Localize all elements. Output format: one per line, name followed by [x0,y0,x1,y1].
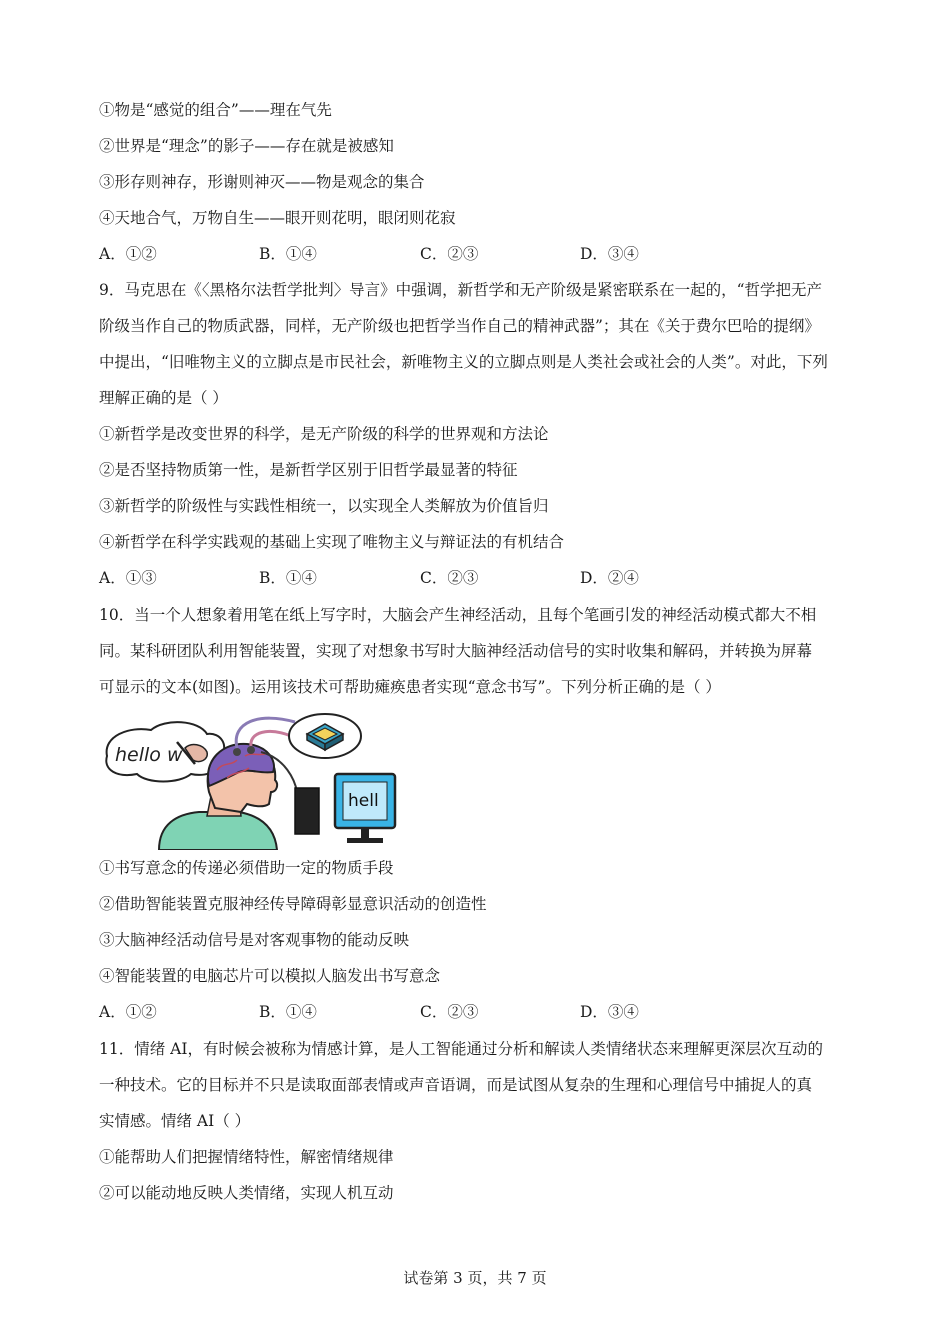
monitor-icon [335,774,395,843]
q11-item-2: ②可以能动地反映人类情绪，实现人机互动 [99,1184,394,1202]
q8-item-2: ②世界是“理念”的影子——存在就是被感知 [99,137,394,155]
q8-item-4: ④天地合气，万物自生——眼开则花明，眼闭则花寂 [99,209,456,227]
q9-stem-line-3: 中提出，“旧唯物主义的立脚点是市民社会，新唯物主义的立脚点则是人类社会或社会的人类”。对此，下列 [99,353,828,371]
q9-stem-line-2: 阶级当作自己的物质武器，同样，无产阶级也把哲学当作自己的精神武器”；其在《关于费尔巴哈的提纲》 [99,317,820,335]
q9-item-3: ③新哲学的阶级性与实践性相统一，以实现全人类解放为价值旨归 [99,497,549,515]
q10-illustration [99,712,399,850]
q8-option-a[interactable]: A．①② [99,245,157,263]
q10-option-c[interactable]: C．②③ [420,1003,479,1021]
q8-option-b[interactable]: B．①④ [259,245,317,263]
q10-option-a[interactable]: A．①② [99,1003,157,1021]
q11-stem-line-3: 实情感。情绪 AI（ ） [99,1112,251,1130]
q11-stem-line-2: 一种技术。它的目标并不只是读取面部表情或声音语调，而是试图从复杂的生理和心理信号中捕捉人的真 [99,1076,813,1094]
screen-text: hell [348,791,379,811]
q10-item-3: ③大脑神经活动信号是对客观事物的能动反映 [99,931,410,949]
q10-item-4: ④智能装置的电脑芯片可以模拟人脑发出书写意念 [99,967,441,985]
q10-option-d[interactable]: D．③④ [580,1003,639,1021]
q10-item-1: ①书写意念的传递必须借助一定的物质手段 [99,859,394,877]
q10-option-b[interactable]: B．①④ [259,1003,317,1021]
q9-option-a[interactable]: A．①③ [99,569,157,587]
computer-tower-icon [295,788,319,834]
q10-stem-line-1: 10．当一个人想象着用笔在纸上写字时，大脑会产生神经活动，且每个笔画引发的神经活动模式都大不相 [99,606,817,624]
page-footer: 试卷第 3 页，共 7 页 [403,1269,547,1287]
q9-item-4: ④新哲学在科学实践观的基础上实现了唯物主义与辩证法的有机结合 [99,533,565,551]
q9-options [99,568,859,588]
q9-option-d[interactable]: D．②④ [580,569,639,587]
q11-item-1: ①能帮助人们把握情绪特性，解密情绪规律 [99,1148,394,1166]
q8-item-3: ③形存则神存，形谢则神灭——物是观念的集合 [99,173,425,191]
bubble-text: hello w [115,744,183,766]
q10-item-2: ②借助智能装置克服神经传导障碍彰显意识活动的创造性 [99,895,487,913]
q9-option-b[interactable]: B．①④ [259,569,317,587]
q9-item-2: ②是否坚持物质第一性，是新哲学区别于旧哲学最显著的特征 [99,461,518,479]
q10-stem-line-3: 可显示的文本(如图)。运用该技术可帮助瘫痪患者实现“意念书写”。下列分析正确的是（ ） [99,678,721,696]
q10-stem-line-2: 同。某科研团队利用智能装置，实现了对想象书写时大脑神经活动信号的实时收集和解码，并转换为屏幕 [99,642,813,660]
q10-options [99,1002,859,1022]
q8-option-d[interactable]: D．③④ [580,245,639,263]
q9-option-c[interactable]: C．②③ [420,569,479,587]
q9-stem-line-4: 理解正确的是（ ） [99,389,228,407]
q8-option-c[interactable]: C．②③ [420,245,479,263]
q9-item-1: ①新哲学是改变世界的科学，是无产阶级的科学的世界观和方法论 [99,425,549,443]
chip-icon [289,714,361,758]
q11-stem-line-1: 11．情绪 AI，有时候会被称为情感计算，是人工智能通过分析和解读人类情绪状态来理解更深层次互动的 [99,1040,823,1058]
q8-item-1: ①物是“感觉的组合”——理在气先 [99,101,332,119]
q9-stem-line-1: 9．马克思在《〈黑格尔法哲学批判〉导言》中强调，新哲学和无产阶级是紧密联系在一起的，“哲学把无产 [99,281,823,299]
q8-options [99,244,859,264]
